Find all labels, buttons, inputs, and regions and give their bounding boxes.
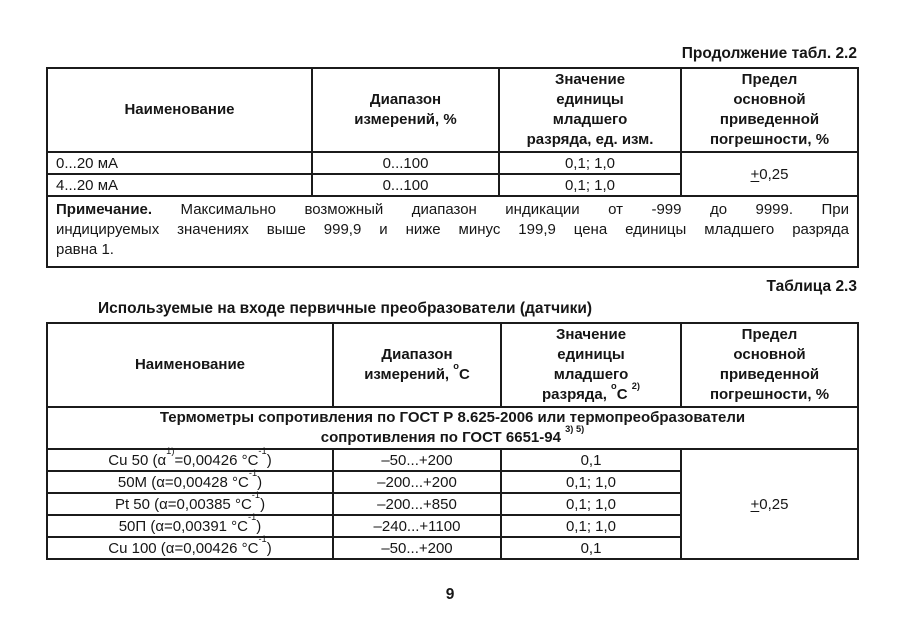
cell-name: Cu 50 ($\alpha^{1)}=0,00426$ $^\circ С^{-1}$) [47, 449, 333, 471]
note-line-1: Примечание. Максимально возможный диапазон индикации от -999 до 9999. При [56, 201, 849, 218]
table-2-3-caption: Таблица 2.3 [766, 278, 857, 295]
note-line-2: индицируемых значениях выше 999,9 и ниже минус 199,9 цена единицы младшего разряда [56, 221, 849, 238]
cell-range: –50...+200 [333, 449, 501, 471]
header-unit: Значение единицы младшего разряда, $^о$С $^{2)}$ [501, 323, 681, 407]
section-header-cell: Термометры сопротивления по ГОСТ Р 8.625-2006 или термопреобразователи сопротивления по ГОСТ 6651-94 $^{3) 5)}$ [47, 407, 858, 449]
cell-range: –200...+850 [333, 493, 501, 515]
table-2-3-title: Используемые на входе первичные преобразователи (датчики) [98, 300, 593, 317]
cell-error-merged: +0,25 [681, 152, 858, 196]
table-2-2 [46, 67, 859, 268]
cell-resolution: 0,1 [501, 449, 681, 471]
note-cell [47, 196, 858, 267]
header-unit: Значение единицы младшего разряда, ед. изм. [499, 68, 681, 152]
cell-resolution: 0,1; 1,0 [499, 174, 681, 196]
cell-name: 50М (α=0,00428 $^\circ С^{-1}$) [47, 471, 333, 493]
table-2-2-header-row [47, 68, 858, 152]
cell-range: –200...+200 [333, 471, 501, 493]
cell-range: 0...100 [312, 174, 499, 196]
table-2-2-caption: Продолжение табл. 2.2 [681, 45, 857, 62]
table-note-row [47, 196, 858, 267]
header-error: Предел основной приведенной погрешности, % [681, 68, 858, 152]
cell-range: 0...100 [312, 152, 499, 174]
table-2-3 [46, 322, 859, 560]
cell-name: 50П (α=0,00391 $^\circ С^{-1}$) [47, 515, 333, 537]
cell-name: 0...20 мА [47, 152, 312, 174]
header-name: Наименование [47, 323, 333, 407]
cell-resolution: 0,1; 1,0 [501, 493, 681, 515]
cell-resolution: 0,1; 1,0 [501, 471, 681, 493]
cell-name: 4...20 мА [47, 174, 312, 196]
table-row [47, 449, 858, 471]
header-range: Диапазон измерений, % [312, 68, 499, 152]
header-name: Наименование [47, 68, 312, 152]
page-number: 9 [445, 586, 455, 603]
cell-range: –240...+1100 [333, 515, 501, 537]
table-2-3-header-row [47, 323, 858, 407]
cell-resolution: 0,1 [501, 537, 681, 559]
table-section-row [47, 407, 858, 449]
note-line-3: равна 1. [56, 241, 114, 258]
cell-resolution: 0,1; 1,0 [499, 152, 681, 174]
cell-range: –50...+200 [333, 537, 501, 559]
table-row [47, 152, 858, 174]
header-range: Диапазон измерений, $^о$С [333, 323, 501, 407]
cell-resolution: 0,1; 1,0 [501, 515, 681, 537]
cell-name: Pt 50 (α=0,00385 $^\circ С^{-1}$) [47, 493, 333, 515]
cell-error-merged: +0,25 [681, 449, 858, 559]
header-error: Предел основной приведенной погрешности, % [681, 323, 858, 407]
cell-name: Cu 100 (α=0,00426 $^\circ С^{-1}$) [47, 537, 333, 559]
